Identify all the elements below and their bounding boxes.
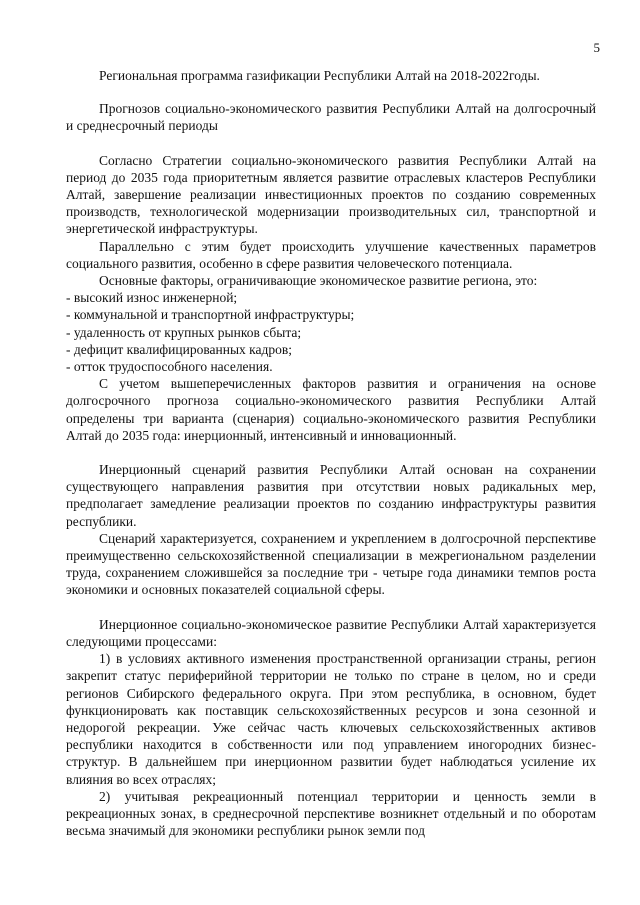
- paragraph-strategy: Согласно Стратегии социально-экономического развития Республики Алтай на период до 2035 года приоритетным является развитие отраслевых кластеров Республики Алтай, завершение реализации инвестиционных проектов по созданию современных производств, технологической модернизации производительных сил, транспортной и энергетической инфраструктуры.: [66, 152, 596, 237]
- document-title: Региональная программа газификации Республики Алтай на 2018-2022годы.: [99, 68, 540, 83]
- paragraph-process-1: 1) в условиях активного изменения пространственной организации страны, регион закрепит статус периферийной территории не только по стране в целом, но и среди регионов Сибирского федерального округа. При этом республика, в основном, будет функционировать как поставщик сельскохозяйственных ресурсов и зона сезонной и недорогой рекреации. Уже сейчас часть ключевых сельскохозяйственных активов республики находится в собственности или под управлением иногородних бизнес-структур. В дальнейшем при инерционном развитии будет наблюдаться усиление их влияния во всех отраслях;: [66, 651, 596, 787]
- document-body: [66, 67, 596, 839]
- paragraph-inertial-processes: Инерционное социально-экономическое развитие Республики Алтай характеризуется следующими процессами:: [66, 616, 596, 649]
- paragraph-limiting-factors: Основные факторы, ограничивающие экономическое развитие региона, это:: [99, 273, 538, 289]
- section-heading: Прогнозов социально-экономического развития Республики Алтай на долгосрочный и среднесрочный периоды: [66, 101, 596, 134]
- list-item: - удаленность от крупных рынков сбыта;: [66, 324, 302, 340]
- list-item: - коммунальной и транспортной инфраструктуры;: [66, 307, 355, 323]
- paragraph-scenario-characteristics: Сценарий характеризуется, сохранением и укреплением в долгосрочной перспективе преимущественно сельскохозяйственной специализации в межрегиональном разделении труда, сохранением сложившейся за последние три - четыре года динамики темпов роста экономики и основных показателей социальной сферы.: [66, 530, 596, 598]
- paragraph-social-development: Параллельно с этим будет происходить улучшение качественных параметров социального развития, особенно в сфере развития человеческого потенциала.: [66, 238, 596, 271]
- paragraph-process-2: 2) учитывая рекреационный потенциал территории и ценность земли в рекреационных зонах, в среднесрочной перспективе возникнет отдельный и по оборотам весьма значимый для экономики республики рынок земли под: [66, 788, 596, 839]
- paragraph-inertial-scenario: Инерционный сценарий развития Республики Алтай основан на сохранении существующего направления развития при отсутствии новых радикальных мер, предполагает замедление реализации проектов по созданию инфраструктуры развития республики.: [66, 462, 596, 529]
- page-number: 5: [593, 40, 600, 55]
- paragraph-scenarios: С учетом вышеперечисленных факторов развития и ограничения на основе долгосрочного прогноза социально-экономического развития Республики Алтай определены три варианта (сценария) социально-экономического развития Республики Алтай до 2035 года: инерционный, интенсивный и инновационный.: [66, 376, 596, 443]
- limiting-factors-list: [66, 289, 596, 375]
- list-item: - дефицит квалифицированных кадров;: [66, 341, 293, 357]
- list-item: - отток трудоспособного населения.: [66, 359, 273, 375]
- list-item: - высокий износ инженерной;: [66, 290, 238, 306]
